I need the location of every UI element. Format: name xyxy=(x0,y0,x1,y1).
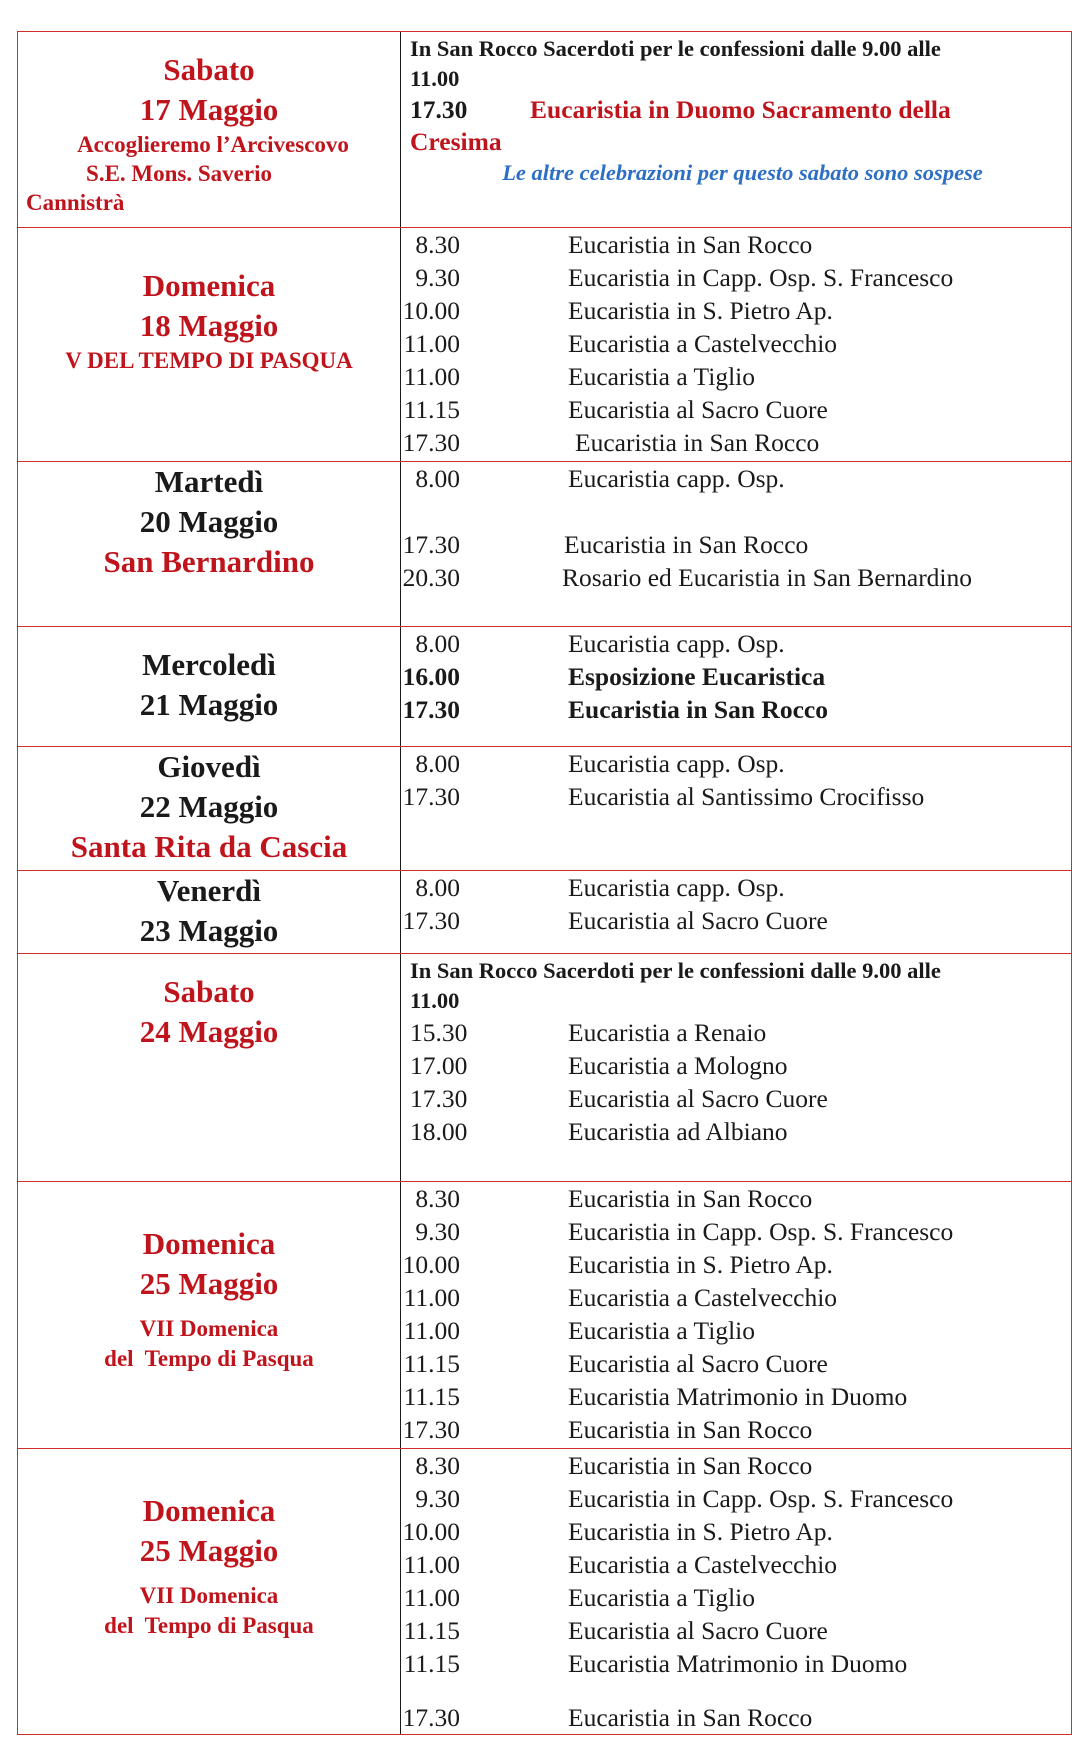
entry-time: 10.00 xyxy=(402,1517,460,1546)
entry-desc: Eucaristia in San Rocco xyxy=(575,428,820,457)
liturgical-note: V DEL TEMPO DI PASQUA xyxy=(65,348,353,373)
confessions-note-end: 11.00 xyxy=(410,988,460,1013)
day-cell xyxy=(18,747,401,870)
entry-desc: Eucaristia in S. Pietro Ap. xyxy=(568,1250,833,1279)
celebrations-cell xyxy=(402,627,1071,746)
entry-desc: Eucaristia al Sacro Cuore xyxy=(568,1349,828,1378)
entry-desc: Eucaristia Matrimonio in Duomo xyxy=(568,1382,908,1411)
entry-desc: Eucaristia capp. Osp. xyxy=(568,873,785,902)
entry-desc: Eucaristia in San Rocco xyxy=(564,530,809,559)
entry-time: 11.15 xyxy=(403,1616,460,1645)
entry-time: 11.00 xyxy=(403,1316,460,1345)
entry-desc: Esposizione Eucaristica xyxy=(568,662,826,691)
day-cell xyxy=(18,954,401,1181)
entry-desc: Eucaristia a Castelvecchio xyxy=(568,329,838,358)
entry-time: 17.30 xyxy=(402,1415,460,1444)
liturgical-note: del Tempo di Pasqua xyxy=(104,1346,314,1371)
entry-time: 8.30 xyxy=(415,230,460,259)
entry-time: 11.15 xyxy=(403,1349,460,1378)
suspension-note: Le altre celebrazioni per questo sabato sono sospese xyxy=(502,160,983,185)
saint-name: Santa Rita da Cascia xyxy=(70,829,348,864)
entry-desc: Eucaristia in San Rocco xyxy=(568,230,813,259)
entry-time: 8.00 xyxy=(415,464,460,493)
day-date: 22 Maggio xyxy=(139,789,279,824)
entry-time: 11.00 xyxy=(403,362,460,391)
entry-time: 16.00 xyxy=(402,662,460,691)
entry-time: 17.30 xyxy=(402,428,460,457)
celebrations-cell xyxy=(402,747,1071,870)
entry-time: 8.00 xyxy=(415,749,460,778)
day-name: Domenica xyxy=(142,1226,276,1261)
day-cell xyxy=(18,228,401,461)
entry-desc: Eucaristia a Tiglio xyxy=(568,1583,755,1612)
entry-desc: Eucaristia in San Rocco xyxy=(568,1451,813,1480)
schedule-row xyxy=(17,953,1072,1181)
day-cell xyxy=(18,1449,401,1734)
entry-desc: Eucaristia al Sacro Cuore xyxy=(568,906,828,935)
liturgical-note: del Tempo di Pasqua xyxy=(104,1613,314,1638)
day-name: Sabato xyxy=(163,52,255,87)
entry-time: 17.00 xyxy=(410,1051,468,1080)
entry-desc: Rosario ed Eucaristia in San Bernardino xyxy=(562,563,973,592)
day-cell xyxy=(18,462,401,626)
entry-time: 10.00 xyxy=(402,1250,460,1279)
entry-desc: Eucaristia Matrimonio in Duomo xyxy=(568,1649,908,1678)
entry-time: 10.00 xyxy=(402,296,460,325)
entry-time: 8.00 xyxy=(415,873,460,902)
entry-desc: Eucaristia in San Rocco xyxy=(568,1703,813,1732)
entry-desc: Eucaristia in S. Pietro Ap. xyxy=(568,1517,833,1546)
entry-time: 17.30 xyxy=(402,906,460,935)
entry-time: 17.30 xyxy=(402,1703,460,1732)
schedule-row xyxy=(17,461,1072,626)
entry-desc: Eucaristia in Duomo Sacramento della xyxy=(530,95,951,124)
day-name: Mercoledì xyxy=(142,647,276,682)
entry-desc: Eucaristia al Santissimo Crocifisso xyxy=(568,782,925,811)
schedule-row xyxy=(17,31,1072,227)
entry-time: 11.15 xyxy=(403,395,460,424)
entry-time: 8.30 xyxy=(415,1451,460,1480)
day-cell xyxy=(18,627,401,746)
day-note: S.E. Mons. Saverio xyxy=(86,161,272,186)
day-date: 25 Maggio xyxy=(139,1266,279,1301)
entry-time: 17.30 xyxy=(402,782,460,811)
day-name: Giovedì xyxy=(157,749,261,784)
celebrations-cell xyxy=(402,462,1071,626)
entry-time: 11.00 xyxy=(403,1550,460,1579)
entry-time: 15.30 xyxy=(410,1018,468,1047)
entry-desc: Eucaristia capp. Osp. xyxy=(568,629,785,658)
entry-time: 11.00 xyxy=(403,1283,460,1312)
day-date: 17 Maggio xyxy=(139,92,279,127)
entry-time: 18.00 xyxy=(410,1117,468,1146)
entry-desc: Eucaristia in S. Pietro Ap. xyxy=(568,296,833,325)
entry-time: 17.30 xyxy=(402,695,460,724)
day-date: 24 Maggio xyxy=(139,1014,279,1049)
entry-desc: Eucaristia capp. Osp. xyxy=(568,464,785,493)
schedule-row xyxy=(17,1448,1072,1735)
celebrations-cell xyxy=(402,871,1071,953)
day-name: Venerdì xyxy=(157,873,261,908)
day-name: Domenica xyxy=(142,1493,276,1528)
entry-desc: Eucaristia capp. Osp. xyxy=(568,749,785,778)
entry-desc: Eucaristia in Capp. Osp. S. Francesco xyxy=(568,263,954,292)
schedule-row xyxy=(17,227,1072,461)
entry-desc: Eucaristia al Sacro Cuore xyxy=(568,1084,828,1113)
celebrations-cell xyxy=(402,1449,1071,1734)
entry-time: 8.00 xyxy=(415,629,460,658)
celebrations-cell xyxy=(402,228,1071,461)
entry-time: 11.00 xyxy=(403,329,460,358)
entry-desc: Eucaristia in San Rocco xyxy=(568,1184,813,1213)
entry-desc-continued: Cresima xyxy=(410,127,502,156)
day-name: Sabato xyxy=(163,974,255,1009)
day-cell xyxy=(18,1182,401,1448)
entry-desc: Eucaristia al Sacro Cuore xyxy=(568,395,828,424)
confessions-note-end: 11.00 xyxy=(410,66,460,91)
celebrations-cell xyxy=(402,954,1071,1183)
entry-desc: Eucaristia a Mologno xyxy=(568,1051,788,1080)
entry-desc: Eucaristia in Capp. Osp. S. Francesco xyxy=(568,1484,954,1513)
day-date: 23 Maggio xyxy=(139,913,279,948)
entry-desc: Eucaristia a Castelvecchio xyxy=(568,1550,838,1579)
entry-time: 11.15 xyxy=(403,1382,460,1411)
entry-desc: Eucaristia a Renaio xyxy=(568,1018,767,1047)
entry-desc: Eucaristia a Castelvecchio xyxy=(568,1283,838,1312)
day-date: 21 Maggio xyxy=(139,687,279,722)
liturgical-note: VII Domenica xyxy=(139,1316,279,1341)
entry-time: 17.30 xyxy=(410,1084,468,1113)
saint-name: San Bernardino xyxy=(103,544,315,579)
day-cell xyxy=(18,32,401,227)
entry-desc: Eucaristia a Tiglio xyxy=(568,362,755,391)
confessions-note: In San Rocco Sacerdoti per le confessioni dalle 9.00 alle xyxy=(410,36,941,61)
entry-desc: Eucaristia a Tiglio xyxy=(568,1316,755,1345)
day-date: 18 Maggio xyxy=(139,308,279,343)
day-note: Cannistrà xyxy=(26,190,125,215)
entry-time: 11.00 xyxy=(403,1583,460,1612)
entry-desc: Eucaristia ad Albiano xyxy=(568,1117,788,1146)
entry-time: 17.30 xyxy=(410,95,468,124)
schedule-row xyxy=(17,870,1072,953)
entry-time: 20.30 xyxy=(402,563,460,592)
entry-time: 8.30 xyxy=(415,1184,460,1213)
entry-desc: Eucaristia in San Rocco xyxy=(568,1415,813,1444)
liturgical-note: VII Domenica xyxy=(139,1583,279,1608)
day-date: 25 Maggio xyxy=(139,1533,279,1568)
entry-time: 9.30 xyxy=(415,1484,460,1513)
entry-time: 9.30 xyxy=(415,263,460,292)
schedule-row xyxy=(17,1181,1072,1448)
day-name: Domenica xyxy=(142,268,276,303)
entry-desc: Eucaristia al Sacro Cuore xyxy=(568,1616,828,1645)
day-cell xyxy=(18,871,401,953)
entry-time: 11.15 xyxy=(403,1649,460,1678)
confessions-note: In San Rocco Sacerdoti per le confessioni dalle 9.00 alle xyxy=(410,958,941,983)
day-date: 20 Maggio xyxy=(139,504,279,539)
special-celebration xyxy=(402,94,1071,126)
celebrations-cell xyxy=(402,32,1071,229)
day-note: Accoglieremo l’Arcivescovo xyxy=(77,132,349,157)
schedule-row xyxy=(17,626,1072,746)
entry-time: 17.30 xyxy=(402,530,460,559)
schedule-row xyxy=(17,746,1072,870)
entry-time: 9.30 xyxy=(415,1217,460,1246)
day-name: Martedì xyxy=(154,464,264,499)
entry-desc: Eucaristia in San Rocco xyxy=(568,695,828,724)
celebrations-cell xyxy=(402,1182,1071,1448)
entry-desc: Eucaristia in Capp. Osp. S. Francesco xyxy=(568,1217,954,1246)
